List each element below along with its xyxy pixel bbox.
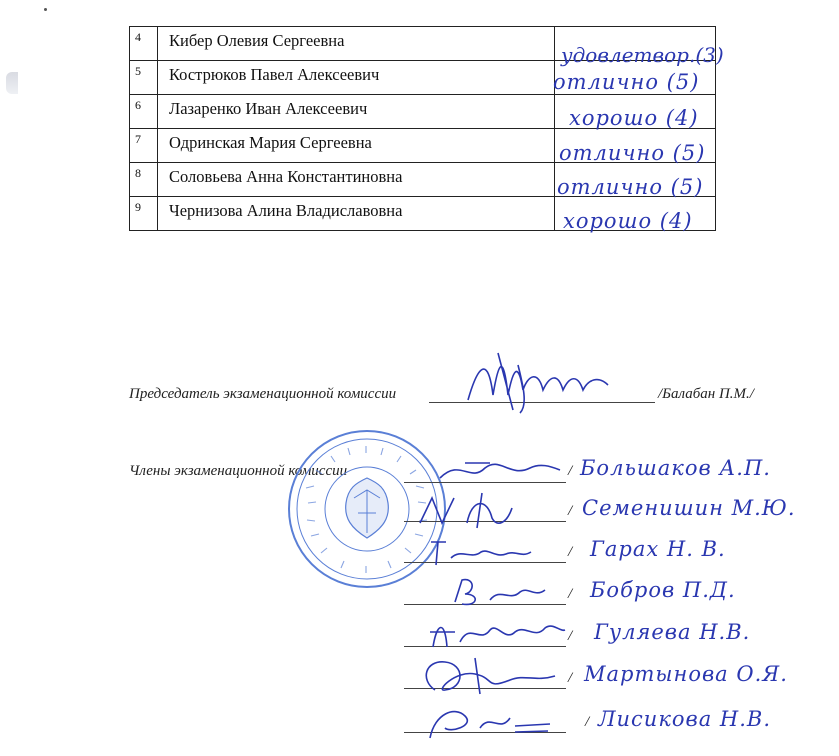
separator: / bbox=[568, 670, 573, 686]
table-row bbox=[130, 27, 716, 61]
row-number: 6 bbox=[130, 95, 158, 129]
table-row bbox=[130, 95, 716, 129]
student-name: Кибер Олевия Сергеевна bbox=[158, 27, 555, 61]
handwritten-grade: отлично (5) bbox=[557, 175, 704, 199]
row-number: 5 bbox=[130, 61, 158, 95]
table-row bbox=[130, 61, 716, 95]
grade-cell bbox=[555, 129, 716, 163]
member-name: Гуляева Н.В. bbox=[594, 620, 751, 644]
separator: / bbox=[568, 503, 573, 519]
members-label: Члены экзаменационной комиссии bbox=[129, 463, 348, 479]
handwritten-grade: отлично (5) bbox=[553, 70, 700, 94]
handwritten-grade: отлично (5) bbox=[559, 141, 706, 165]
scan-dot bbox=[44, 8, 47, 11]
member-name: Мартынова О.Я. bbox=[584, 662, 788, 686]
row-number: 8 bbox=[130, 163, 158, 197]
member-signature bbox=[430, 448, 573, 493]
row-number: 9 bbox=[130, 197, 158, 231]
table-row bbox=[130, 197, 716, 231]
separator: / bbox=[568, 628, 573, 644]
grade-cell bbox=[555, 95, 716, 129]
handwritten-grade: удовлетвор.(3) bbox=[561, 43, 724, 67]
chair-label: Председатель экзаменационной комиссии bbox=[129, 386, 397, 402]
grade-cell bbox=[555, 163, 716, 197]
member-signature bbox=[412, 488, 562, 533]
separator: / bbox=[568, 586, 573, 602]
member-name: Семенишин М.Ю. bbox=[582, 496, 796, 520]
separator: / bbox=[568, 463, 573, 479]
student-name: Кострюков Павел Алексеевич bbox=[158, 61, 555, 95]
handwritten-grade: хорошо (4) bbox=[563, 209, 693, 233]
separator: / bbox=[568, 544, 573, 560]
member-name: Лисикова Н.В. bbox=[598, 707, 772, 731]
row-number: 7 bbox=[130, 129, 158, 163]
member-signature bbox=[415, 650, 565, 698]
chair-signature bbox=[458, 345, 628, 415]
member-name: Большаков А.П. bbox=[580, 456, 771, 480]
student-name: Лазаренко Иван Алексеевич bbox=[158, 95, 555, 129]
handwritten-grade: хорошо (4) bbox=[569, 106, 699, 130]
member-signature bbox=[426, 530, 546, 570]
student-name: Чернизова Алина Владиславовна bbox=[158, 197, 555, 231]
member-name: Гарах Н. В. bbox=[590, 537, 726, 561]
chair-name: /Балабан П.М./ bbox=[658, 386, 754, 402]
grade-cell bbox=[555, 197, 716, 231]
member-signature bbox=[420, 698, 560, 746]
student-name: Соловьева Анна Константиновна bbox=[158, 163, 555, 197]
separator: / bbox=[585, 714, 590, 730]
grades-table bbox=[129, 26, 724, 233]
member-name: Бобров П.Д. bbox=[590, 578, 736, 602]
row-number: 4 bbox=[130, 27, 158, 61]
table-row bbox=[130, 129, 716, 163]
student-name: Одринская Мария Сергеевна bbox=[158, 129, 555, 163]
member-signature bbox=[450, 572, 560, 612]
grade-cell bbox=[555, 27, 724, 67]
table-row bbox=[130, 163, 716, 197]
grade-cell bbox=[555, 61, 716, 95]
scan-edge-shadow bbox=[6, 72, 18, 94]
